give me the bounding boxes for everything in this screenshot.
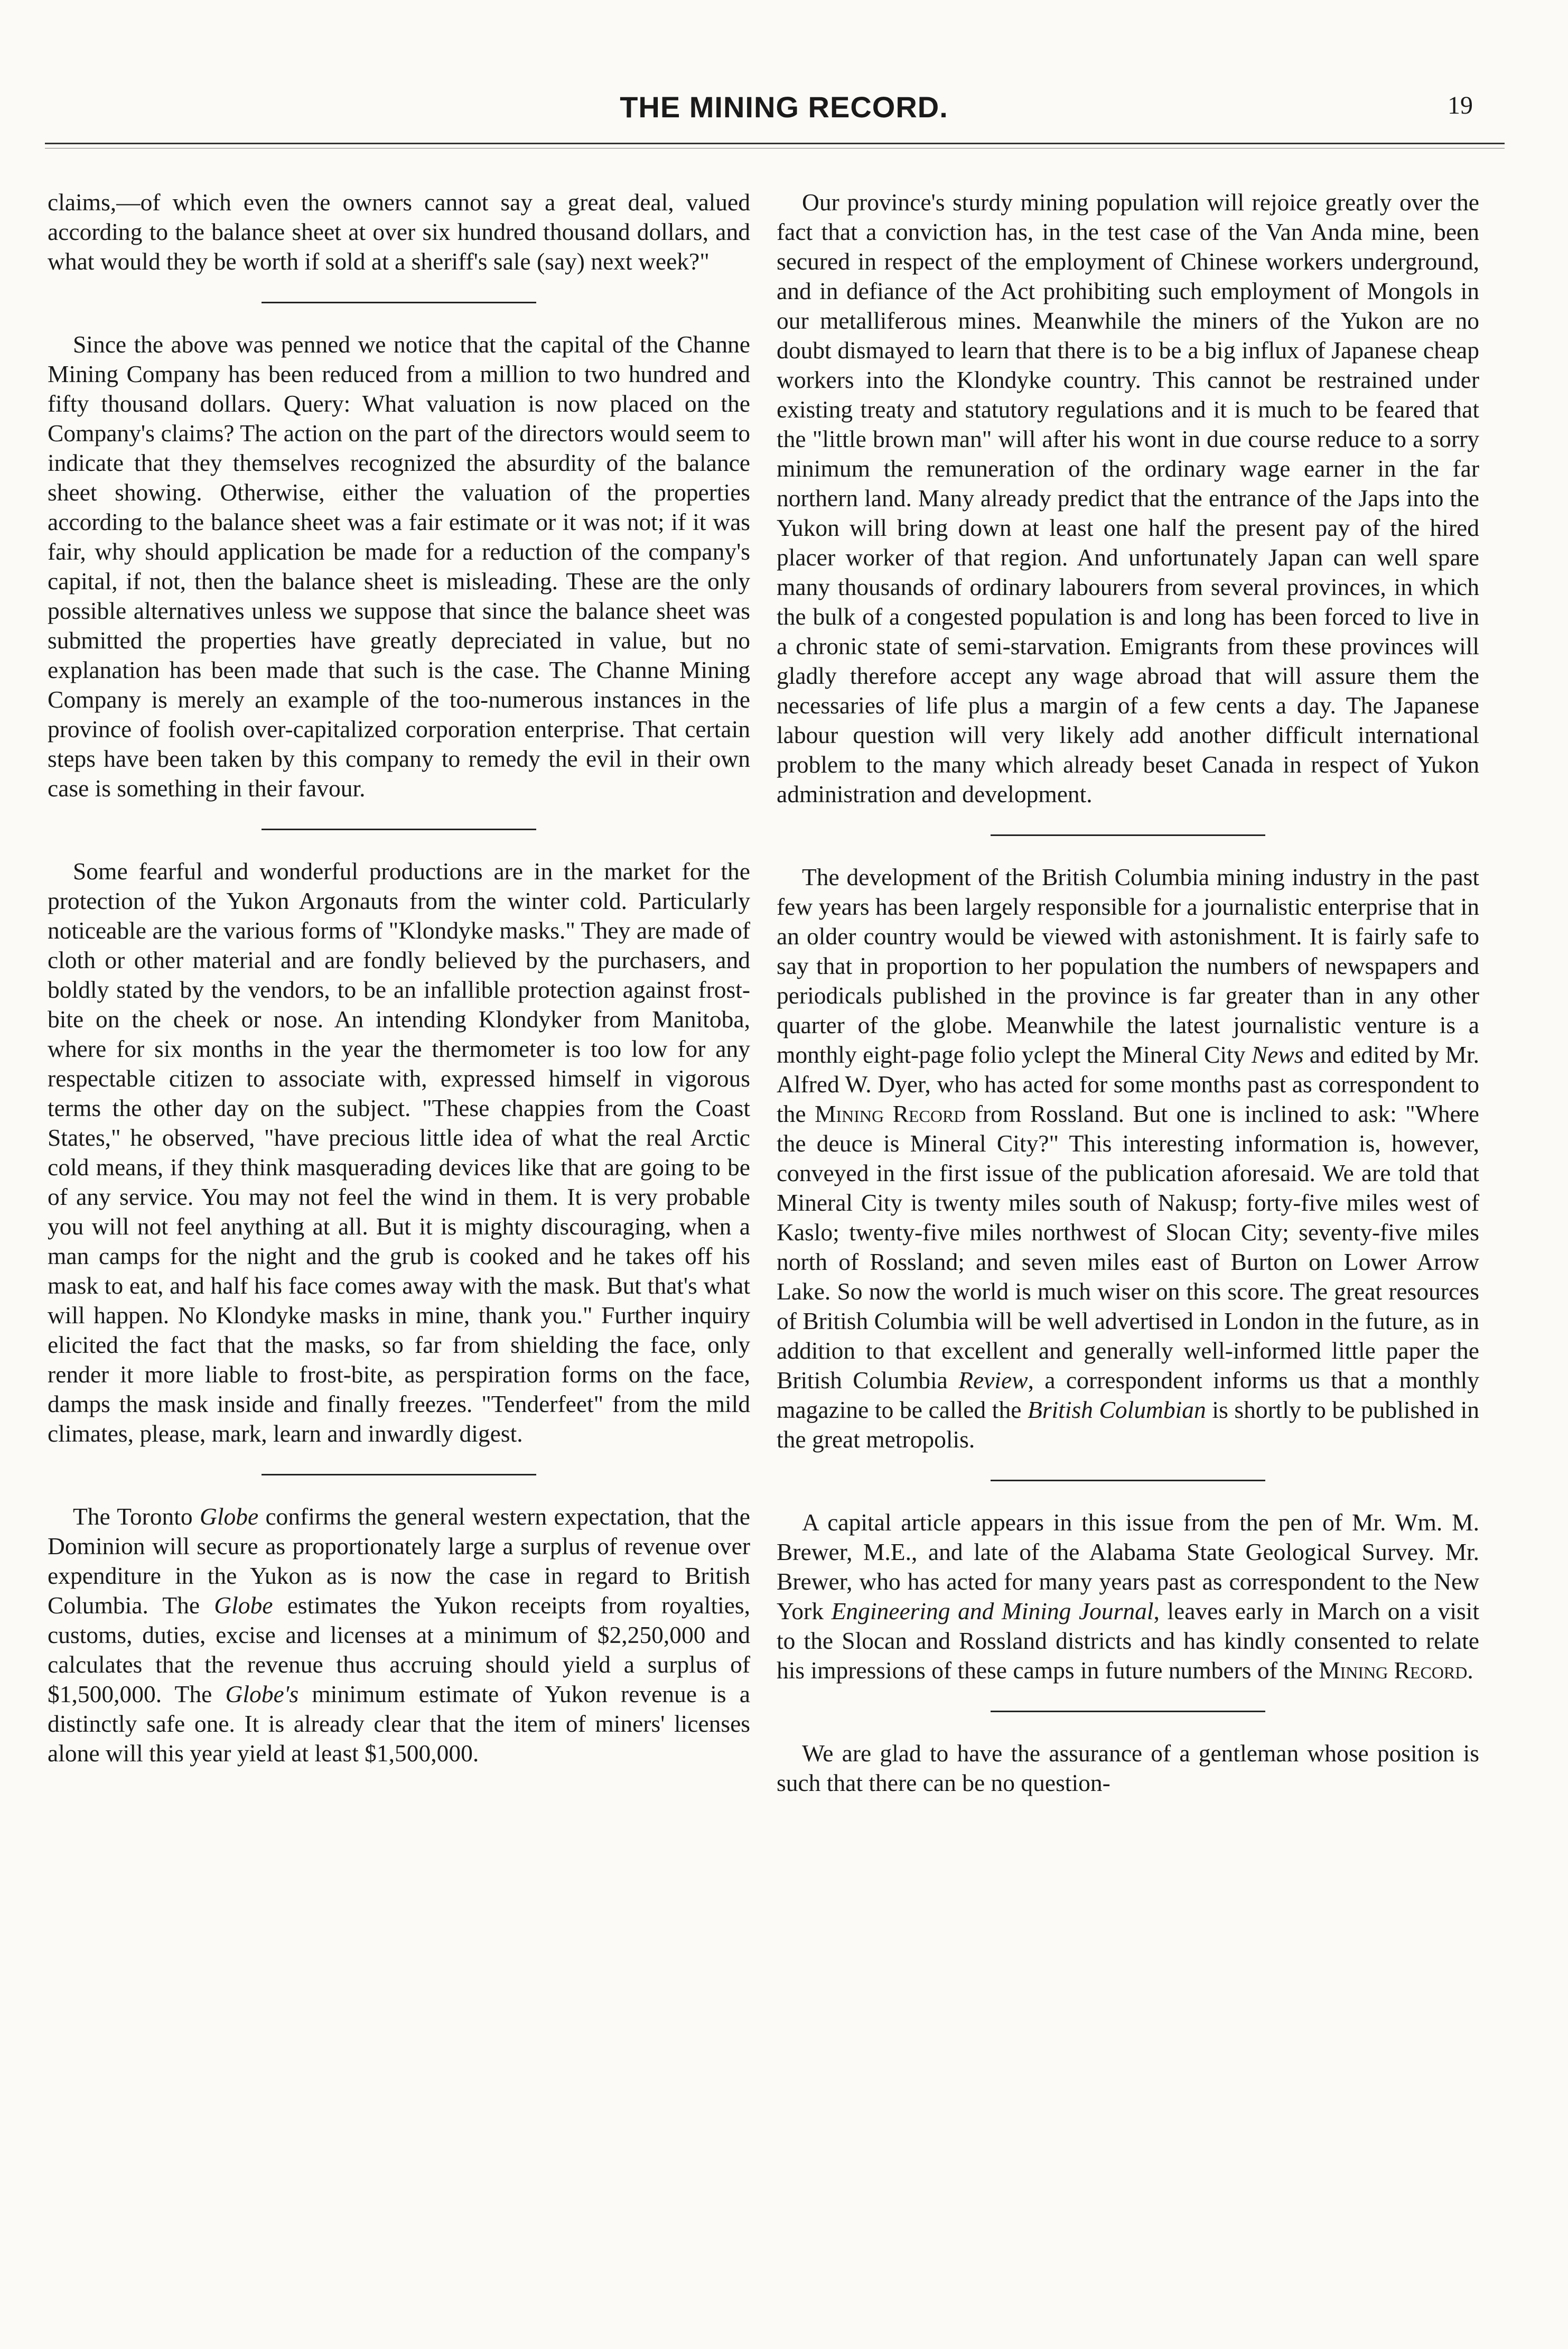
- article-paragraph: Our province's sturdy mining population will rejoice greatly over the fact that a conviction has, in the test case of the Van Anda mine, been secured in respect of the employment of Chinese workers underground, and in defiance of the Act prohibiting such employment of Mongols in our metalliferous mines. Meanwhile the miners of the Yukon are no doubt dismayed to learn that there is to be a big influx of Japanese cheap workers into the Klondyke country. This cannot be restrained under existing treaty and statutory regulations and it is much to be feared that the "little brown man" will after his wont in due course reduce to a sorry minimum the remuneration of the ordinary wage earner in the far northern land. Many already predict that the entrance of the Japs into the Yukon will bring down at least one half the present pay of the hired placer worker of that region. And unfortunately Japan can well spare many thousands of ordinary labourers from several provinces, in which the bulk of a congested population is and long has been forced to live in a chronic state of semi-starvation. Emigrants from these provinces will gladly therefore accept any wage abroad that will assure them the necessaries of life plus a margin of a few cents a day. The Japanese labour question will very likely add another difficult international problem to the many which already beset Canada in respect of Yukon administration and development.: [777, 189, 1479, 807]
- article-paragraph: Since the above was penned we notice that the capital of the Channe Mining Company has been reduced from a million to two hundred and fifty thousand dollars. Query: What valuation is now placed on the Company's claims? The action on the part of the directors would seem to indicate that they themselves recognized the absurdity of the balance sheet showing. Otherwise, either the valuation of the properties according to the balance sheet was a fair estimate or it was not; if it was fair, why should application be made for a reduction of the company's capital, if not, then the balance sheet is misleading. These are the only possible alternatives unless we suppose that since the balance sheet was submitted the properties have greatly depreciated in value, but no explanation has been made that such is the case. The Channe Mining Company is merely an example of the too-numerous instances in the province of foolish over-capitalized corporation enterprise. That certain steps have been taken by this company to remedy the evil in their own case is something in their favour.: [48, 331, 750, 802]
- text-run: A capital article appears in this issue from the pen of Mr. Wm. M. Brewer, M.E., and late of the Alabama State Geological Survey. Mr. Brewer, who has acted for many years past as correspondent to the New York: [777, 1509, 1479, 1624]
- publication-name: Mining Record: [815, 1100, 966, 1127]
- section-divider: [991, 834, 1265, 836]
- publication-name: Globe: [214, 1592, 273, 1619]
- page-number: 19: [1448, 91, 1473, 119]
- page-header: [0, 79, 1568, 137]
- page-title: THE MINING RECORD.: [620, 90, 948, 124]
- section-divider: [991, 1711, 1265, 1712]
- text-run: , a correspondent informs us that a monthly magazine to be called the: [777, 1367, 1479, 1423]
- article-paragraph: [777, 1508, 1479, 1685]
- publication-name: Engineering and Mining Journal: [831, 1598, 1154, 1624]
- text-run: The development of the British Columbia mining industry in the past few years has been largely responsible for a journalistic enterprise that in an older country would be viewed with astonishment. It is fairly safe to say that in proportion to her population the numbers of newspapers and periodicals published in the province is far greater than in any other quarter of the globe. Meanwhile the latest journalistic venture is a monthly eight-page folio yclept the Mineral City: [777, 864, 1479, 1068]
- right-column: [777, 188, 1479, 1798]
- section-divider: [262, 1474, 536, 1475]
- text-run: and edited by Mr. Alfred W. Dyer, who has acted for some months past as correspondent to the: [777, 1041, 1480, 1127]
- article-paragraph: [48, 1502, 750, 1768]
- section-divider: [991, 1480, 1265, 1481]
- text-run: The Toronto: [73, 1503, 200, 1530]
- publication-name: News: [1251, 1041, 1304, 1068]
- text-run: minimum estimate of Yukon revenue is a distinctly safe one. It is already clear that the item of miners' licenses alone will this year yield at least $1,500,000.: [48, 1680, 750, 1767]
- publication-name: Mining Record: [1319, 1657, 1468, 1684]
- publication-name: Globe: [199, 1503, 259, 1530]
- section-divider: [262, 829, 536, 830]
- text-run: is shortly to be published in the great metropolis.: [777, 1396, 1480, 1453]
- header-rule: [45, 143, 1505, 144]
- article-paragraph: claims,—of which even the owners cannot say a great deal, valued according to the balance sheet at over six hundred thousand dollars, and what would they be worth if sold at a sheriff's sale (say) next week?": [48, 189, 750, 275]
- text-run: confirms the general western expectation, that the Dominion will secure as proportionately large a surplus of revenue over expenditure in the Yukon as is now the case in regard to British Columbia. The: [48, 1503, 750, 1619]
- text-run: from Rossland. But one is inclined to ask: "Where the deuce is Mineral City?" This interesting information is, however, conveyed in the first issue of the publication aforesaid. We are told that Mineral City is twenty miles south of Nakusp; forty-five miles west of Kaslo; twenty-five miles northwest of Slocan City; seventy-five miles north of Rossland; and seven miles east of Burton on Lower Arrow Lake. So now the world is much wiser on this score. The great resources of British Columbia will be well advertised in London in the future, as in addition to that excellent and generally well-informed little paper the British Columbia: [777, 1100, 1479, 1394]
- article-paragraph: Some fearful and wonderful productions are in the market for the protection of the Yukon Argonauts from the winter cold. Particularly noticeable are the various forms of "Klondyke masks." They are made of cloth or other material and are fondly believed by the purchasers, and boldly stated by the vendors, to be an infallible protection against frost-bite on the cheek or nose. An intending Klondyker from Manitoba, where for six months in the year the thermometer is too low for any respectable citizen to associate with, expressed himself in vigorous terms the other day on the subject. "These chappies from the Coast States," he observed, "have precious little idea of what the real Arctic cold means, if they think masquerading devices like that are going to be of any service. You may not feel the wind in them. It is very probable you will not feel anything at all. But it is mighty discouraging, when a man camps for the night and the grub is cooked and he takes off his mask to eat, and half his face comes away with the mask. But that's what will happen. No Klondyke masks in mine, thank you." Further inquiry elicited the fact that the masks, so far from shielding the face, only render it more liable to frost-bite, as perspiration forms on the face, damps the mask inside and finally freezes. "Tenderfeet" from the mild climates, please, mark, learn and inwardly digest.: [48, 858, 750, 1447]
- publication-name: Review: [958, 1367, 1028, 1394]
- left-column: [48, 188, 750, 1768]
- article-paragraph: We are glad to have the assurance of a gentleman whose position is such that there can be no question-: [777, 1740, 1479, 1796]
- section-divider: [262, 302, 536, 303]
- text-run: .: [1467, 1657, 1473, 1684]
- article-paragraph: [777, 862, 1479, 1454]
- publication-name: Globe's: [225, 1680, 299, 1707]
- text-run: estimates the Yukon receipts from royalties, customs, duties, excise and licenses at a minimum of $2,250,000 and calculates that the revenue thus accruing should yield a surplus of $1,500,000. The: [48, 1592, 751, 1707]
- publication-name: British Columbian: [1028, 1396, 1206, 1423]
- text-run: , leaves early in March on a visit to the Slocan and Rossland districts and has kindly consented to relate his impressions of these camps in future numbers of the: [777, 1598, 1479, 1684]
